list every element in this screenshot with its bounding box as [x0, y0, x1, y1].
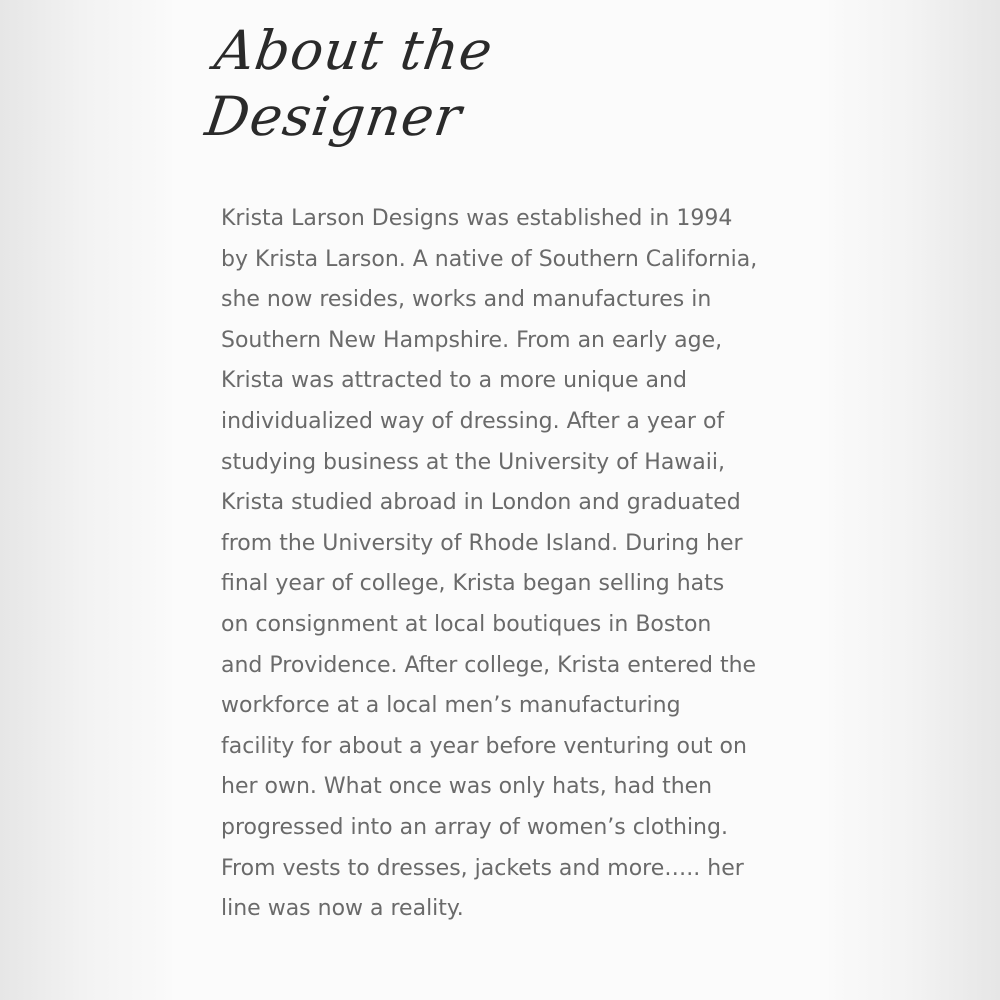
content-panel	[172, 0, 829, 1000]
bio-line: progressed into an array of women’s clothing.	[221, 814, 728, 840]
bio-line: Southern New Hampshire. From an early age,	[221, 327, 723, 353]
bio-line: final year of college, Krista began selling hats	[221, 571, 725, 597]
bio-line: workforce at a local men’s manufacturing	[221, 693, 681, 719]
bio-line: Krista Larson Designs was established in 1994	[221, 206, 733, 231]
bio-line: Krista studied abroad in London and graduated	[221, 490, 741, 516]
bio-line: facility for about a year before venturing out on	[221, 733, 747, 759]
bio-line: individualized way of dressing. After a year of	[221, 408, 725, 434]
page-title-line-2: Designer	[201, 85, 466, 148]
bio-line: her own. What once was only hats, had then	[221, 774, 713, 800]
bio-line: by Krista Larson. A native of Southern California,	[221, 246, 758, 272]
page-title	[201, 18, 497, 150]
bio-line: studying business at the University of Hawaii,	[221, 449, 725, 475]
page-title-line-1: About the	[211, 19, 498, 82]
bio-line: and Providence. After college, Krista entered the	[221, 652, 757, 678]
designer-bio	[221, 199, 791, 930]
bio-line: from the University of Rhode Island. During her	[221, 530, 743, 556]
bio-line: line was now a reality.	[221, 896, 464, 922]
bio-line: she now resides, works and manufactures in	[221, 287, 712, 313]
bio-line: From vests to dresses, jackets and more….. her	[221, 855, 744, 881]
bio-line: on consignment at local boutiques in Boston	[221, 611, 712, 637]
bio-line: Krista was attracted to a more unique and	[221, 368, 687, 394]
